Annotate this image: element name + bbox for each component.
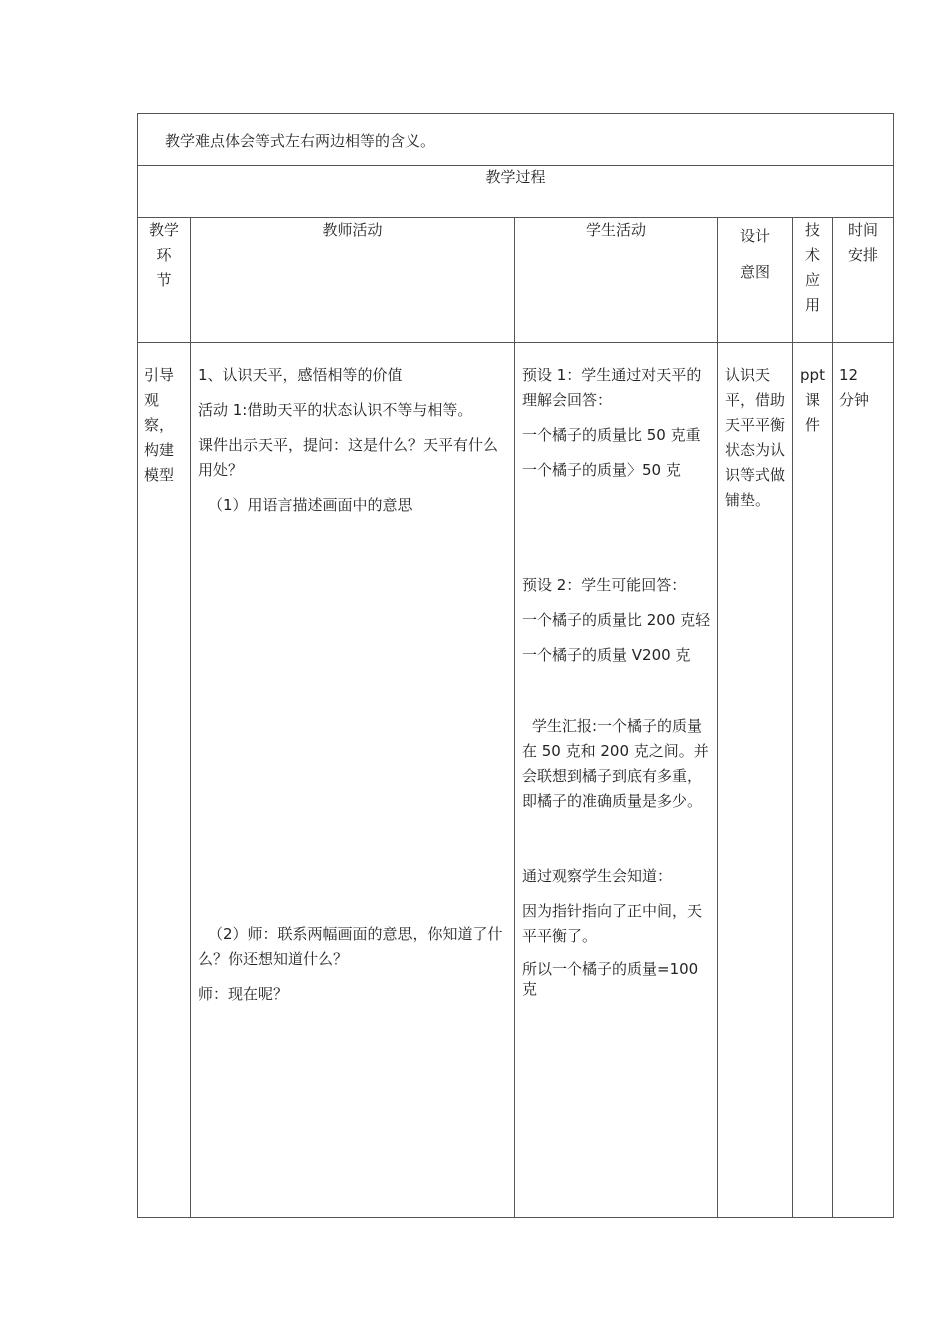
header-tech: 技 术 应 用 [793, 218, 833, 343]
header-teacher: 教师活动 [191, 218, 515, 343]
design-intent-cell [718, 343, 793, 1218]
teacher-q2: （2）师：联系两幅画面的意思，你知道了什么？你还想知道什么？ [198, 925, 503, 968]
process-title: 教学过程 [138, 166, 894, 218]
teacher-q3: 师：现在呢？ [198, 985, 289, 1003]
teacher-question: 课件出示天平，提问：这是什么？天平有什么用处？ [198, 436, 499, 479]
tech-cell: ppt 课 件 [793, 343, 833, 1218]
preset2-title: 预设 2：学生可能回答： [522, 576, 687, 594]
preset1-title: 预设 1：学生通过对天平的理解会回答： [522, 366, 702, 409]
teacher-q1: （1）用语言描述画面中的意思 [208, 496, 413, 514]
observe-answer-b: 所以一个橘子的质量=100 克 [522, 960, 699, 998]
header-time: 时间 安排 [833, 218, 894, 343]
difficulty-text: 教学难点体会等式左右两边相等的含义。 [165, 132, 436, 150]
header-student: 学生活动 [515, 218, 718, 343]
lesson-plan-table [137, 113, 894, 1218]
time-cell: 12 分钟 [833, 343, 894, 1218]
teacher-heading: 1、认识天平，感悟相等的价值 [198, 366, 403, 384]
preset2-answer-a: 一个橘子的质量比 200 克轻 [522, 611, 711, 629]
header-design: 设计 意图 [718, 218, 793, 343]
preset1-answer-b: 一个橘子的质量〉50 克 [522, 461, 681, 479]
teacher-activity: 活动 1:借助天平的状态认识不等与相等。 [198, 401, 473, 419]
student-report: 学生汇报:一个橘子的质量在 50 克和 200 克之间。并会联想到橘子到底有多重，即橘子的准确质量是多少。 [522, 717, 709, 810]
stage-cell: 引导 观 察， 构建 模型 [138, 343, 191, 1218]
design-intent-text: 认识天平，借助天平平衡状态为认识等式做铺垫。 [725, 366, 786, 509]
difficulty-cell [138, 114, 894, 166]
header-stage: 教学 环 节 [138, 218, 191, 343]
observe-title: 通过观察学生会知道： [522, 867, 673, 885]
preset2-answer-b: 一个橘子的质量 V200 克 [522, 646, 691, 664]
student-activity-cell [515, 343, 718, 1218]
teacher-activity-cell [191, 343, 515, 1218]
observe-answer-a: 因为指针指向了正中间，天平平衡了。 [522, 902, 703, 945]
preset1-answer-a: 一个橘子的质量比 50 克重 [522, 426, 701, 444]
